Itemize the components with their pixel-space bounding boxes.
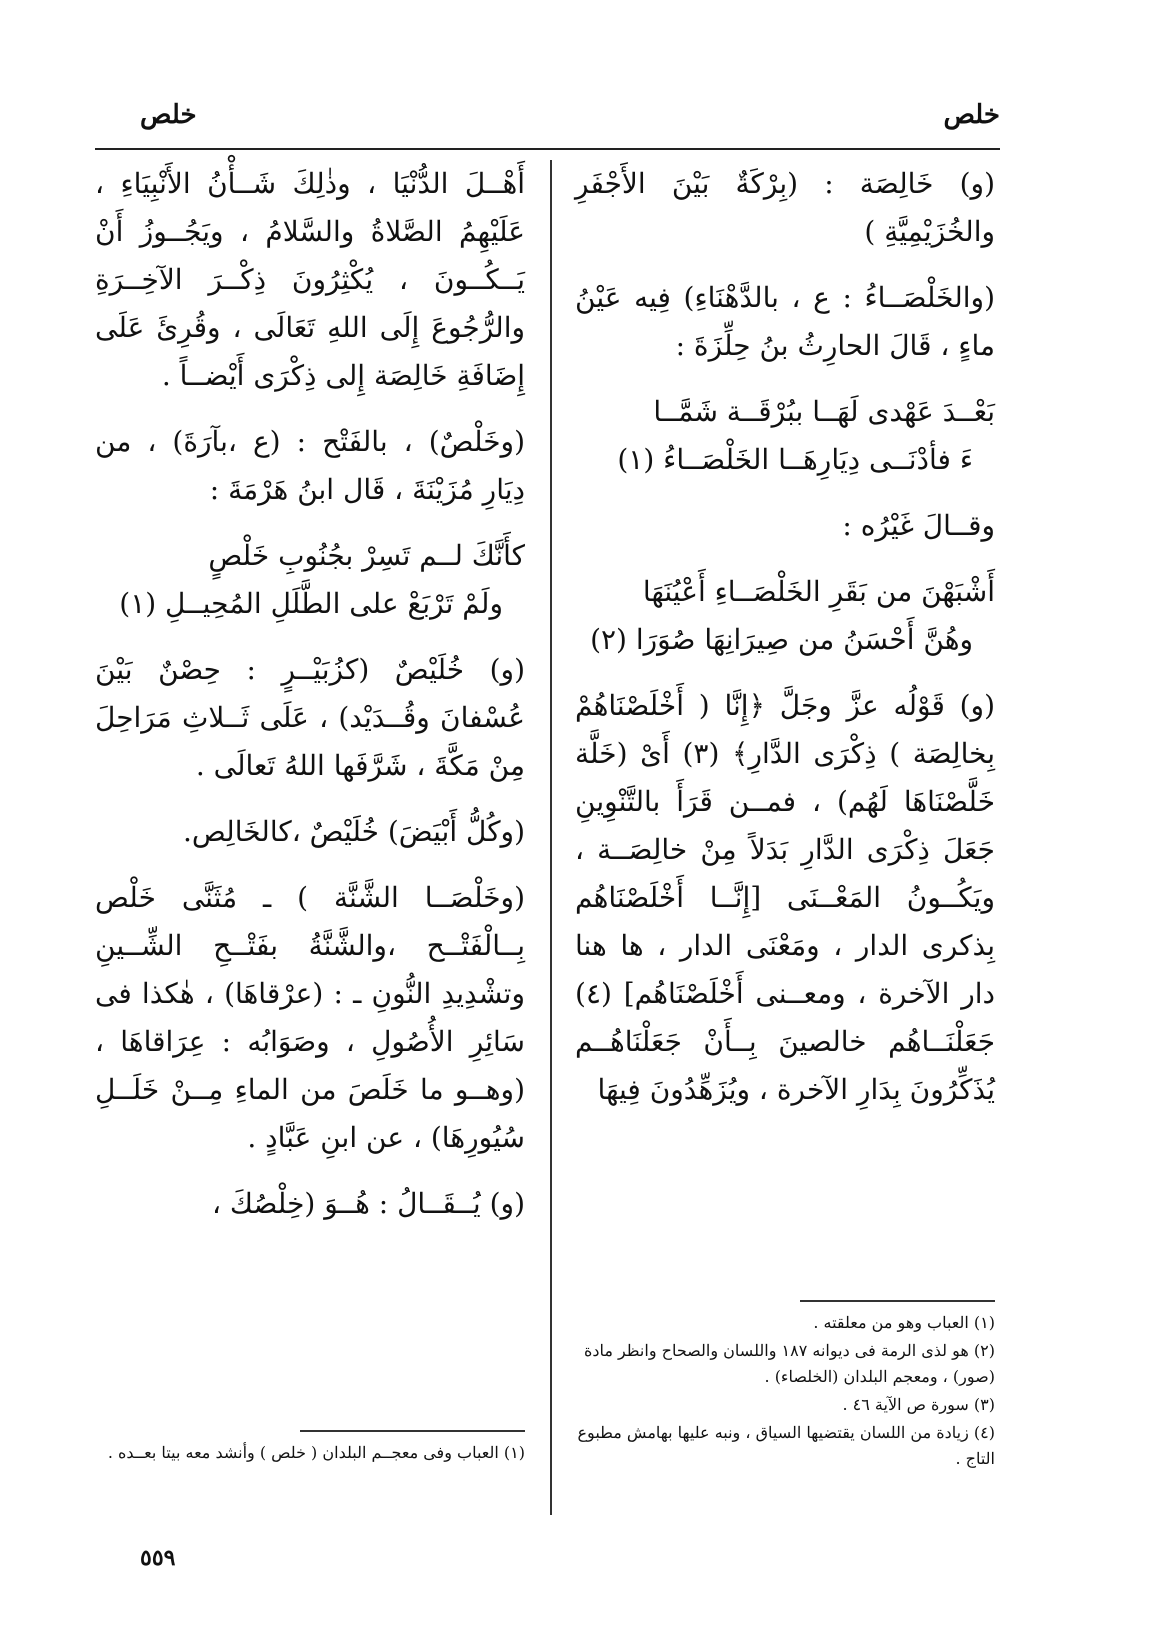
entry-khalisa: (و) خَالِصَة : (بِرْكَةٌ بَيْنَ الأَجْفَرِ والخُزَيْمِيَّةِ ) — [575, 167, 995, 248]
entry-khalsa-shanna: (وخَلْصَــا الشَّنَّة ) ـ مُثَنَّى خَلْص بِــالْفَتْــح ،والشَّنَّةُ بفَتْــحِ الشِّــينِ وتشْدِيدِ النُّونِ ـ : (عرْقاهَا) ، هٰكذا فى سَائِرِ الأُصُولِ ، وصَوَابُه : عِرَاقاهَا ، (وهــو ما خَلَصَ من الماءِ مِــنْ خَلَــلِ سُيُورِهَا) ، عن ابنِ عَبَّادٍ . — [95, 881, 525, 1154]
entry-quran-verse: (و) قَوْلُه عزَّ وجَلَّ ﴿إِنَّا ( أَخْلَصْنَاهُمْ بِخالِصَة ) ذِكْرَى الدَّارِ﴾ (٣) أَىْ (خَلَّة خَلَّصْنَاهَا لَهُم) ، فمــن قَرَأَ بالتَّنْوِينِ جَعَلَ ذِكْرَى الدَّارِ بَدَلاً مِنْ خالِصَــة ، ويَكُــونُ المَعْــنَى [إِنَّــا أَخْلَصْنَاهُم بِذكرى الدار ، ومَعْنَى الدار ، ها هنا دار الآخرة ، ومعــنى أَخْلَصْنَاهُم] (٤) جَعَلْنَــاهُم خالصينَ بِــأَنْ جَعَلْنَاهُــم يُذَكِّرُونَ بِدَارِ الآخرة ، ويُزَهِّدُونَ فِيهَا — [575, 689, 995, 1106]
verse-line: أَشْبَهْنَ من بَقَرِ الخَلْصَــاءِ أَعْيُنَهَا — [642, 575, 995, 608]
left-column — [95, 160, 525, 1246]
attribution-line: وقــالَ غَيْرُه : — [842, 509, 995, 542]
footnotes-right — [575, 1310, 995, 1474]
continuation-paragraph: أَهْــلَ الدُّنْيَا ، وذٰلِكَ شَــأْنُ الأَنْبِيَاءِ ، عَلَيْهِمُ الصَّلاةُ والسَّلامُ ، ويَجُــوزُ أَنْ يَــكُــونَ ، يُكْثِرُونَ ذِكْــرَ الآخِــرَةِ والرُّجُوعَ إِلَى اللهِ تَعَالَى ، وقُرِئَ عَلَى إِضَافَةِ خَالِصَة إِلى ذِكْرَى أَيْضــاً . — [95, 167, 525, 392]
verse-line: ولَمْ تَرْبَعْ على الطَّلَلِ المُحِيــلِ (١) — [119, 587, 503, 620]
right-column — [575, 160, 995, 1132]
verse-line: ءَ فأدْنَــى دِيَارِهَــا الخَلْصَــاءُ (١) — [617, 443, 973, 476]
running-header-right: خلص — [943, 100, 1000, 130]
footnote: (٤) زيادة من اللسان يقتضيها السياق ، ونبه عليها بهامش مطبوع التاج . — [577, 1423, 995, 1468]
entry-khals: (وخَلْصٌ) ، بالفَتْح : (ع ،بآرَةَ) ، من دِيَارِ مُزَيْنَةَ ، قَال ابنُ هَرْمَةَ : — [95, 425, 525, 506]
footnote: (٢) هو لذى الرمة فى ديوانه ١٨٧ واللسان والصحاح وانظر مادة (صور) ، ومعجم البلدان (الخلصاء) . — [583, 1341, 995, 1386]
verse-line: كأَنَّكَ لــم تَسِرْ بجُنُوبِ خَلْصٍ — [208, 539, 525, 572]
footnote: (١) العباب وفى معجــم البلدان ( خلص ) وأنشد معه بيتا بعــده . — [107, 1443, 525, 1462]
entry-abyad: (وكُلُّ أَبْيَضَ) خُلَيْصٌ ،كالخَالِص. — [182, 815, 525, 848]
verse-line: بَعْــدَ عَهْدى لَهَــا ببُرْقَــة شَمَّــا — [653, 395, 995, 428]
footnote: (٣) سورة ص الآية ٤٦ . — [842, 1395, 995, 1414]
footnote-rule-right — [800, 1300, 995, 1302]
entry-khilsuk: (و) يُــقَــالُ : هُــوَ (خِلْصُكَ ، — [211, 1187, 525, 1220]
footnote-rule-left — [300, 1430, 525, 1432]
footnote: (١) العباب وهو من معلقته . — [813, 1313, 995, 1332]
running-header-left: خلص — [140, 100, 197, 130]
footnotes-left — [95, 1440, 525, 1468]
page-number: ٥٥٩ — [140, 1545, 176, 1571]
entry-khalsa: (والخَلْصَــاءُ : ع ، بالدَّهْنَاءِ) فِيه عَيْنُ ماءٍ ، قَالَ الحارِثُ بنُ حِلِّزَةَ : — [575, 281, 995, 362]
header-rule — [95, 148, 1000, 150]
entry-khulays: (و) خُلَيْصٌ (كزُبَيْــرٍ : حِصْنٌ بَيْنَ عُسْفانَ وقُــدَيْد) ، عَلَى ثَــلاثِ مَرَاحِلَ مِنْ مَكَّةَ ، شَرَّفَها اللهُ تَعالَى . — [95, 653, 525, 782]
verse-line: وهُنَّ أَحْسَنُ من صِيرَانِهَا صُوَرَا (٢) — [590, 623, 973, 656]
column-divider — [550, 160, 552, 1515]
